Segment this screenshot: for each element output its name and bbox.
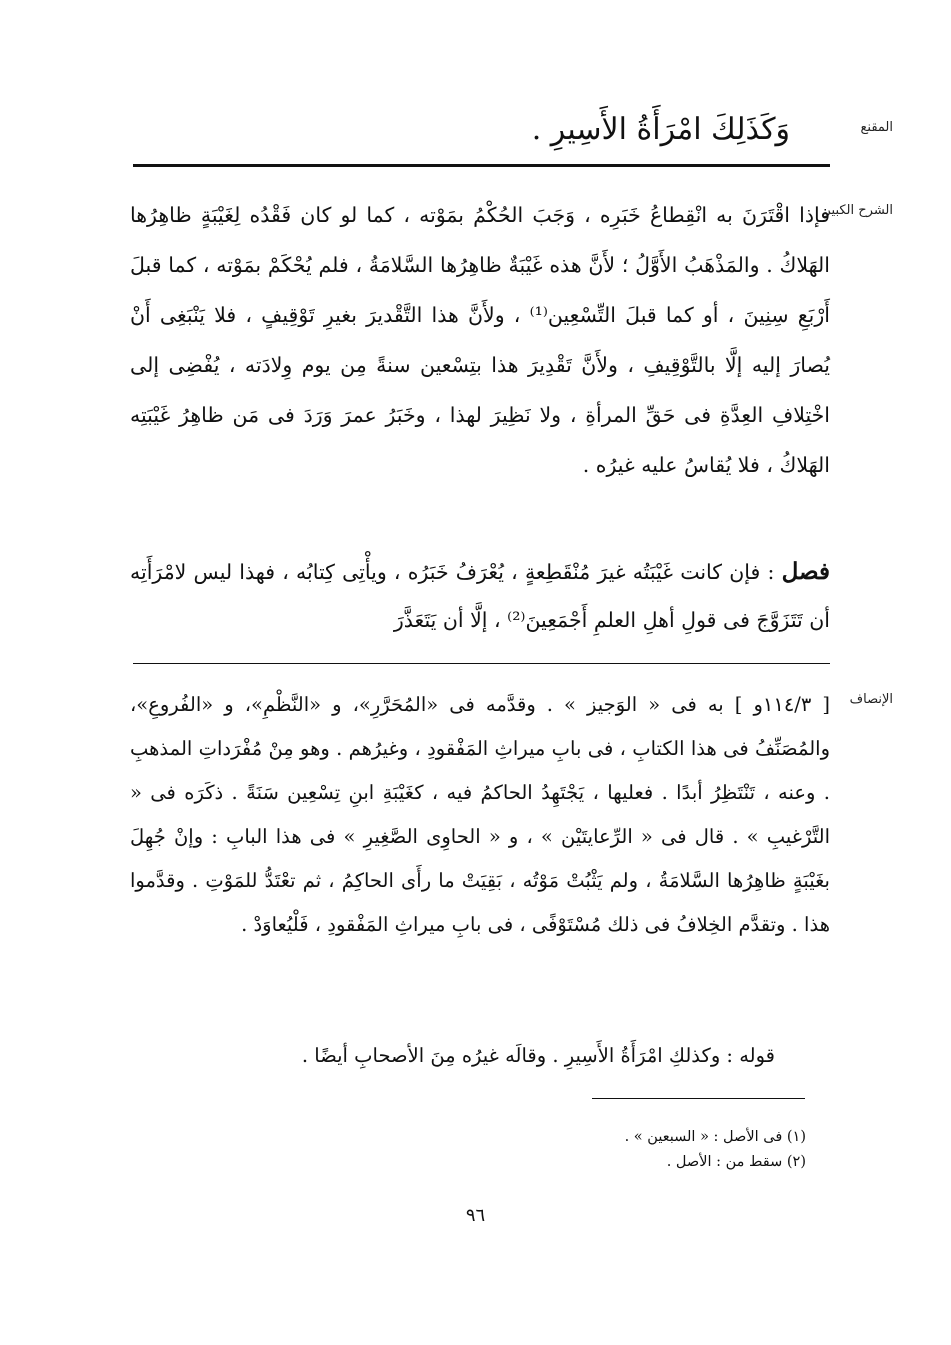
sharh-label: الشرح الكبير: [824, 203, 893, 218]
footnote-divider: [592, 1098, 805, 1099]
insaf-text: [ ١١٤/٣و ] به فى « الوَجيز » . وقدَّمه فى «المُحَرَّرِ»، و «النَّظْمِ»، و «الفُروعِ»، والمُصَنِّفُ فى هذا الكتابِ ، فى بابِ ميراثِ المَفْقودِ ، وغيرُهم . وهو مِنْ مُفْرَداتِ المذهبِ . وعنه ، تَنْتَظِرُ أبدًا . فعليها ، يَجْتَهِدُ الحاكمُ فيه ، كغَيْبَةِ ابنِ تِسْعِين سَنَةً . ذكَرَه فى « التَّرْغيبِ » . قال فى « الرِّعايتَيْن » ، و « الحاوِى الصَّغِيرِ » فى هذا البابِ : وإنْ جُهِلَ بغَيْبَةٍ ظاهِرُها السَّلامَةُ ، ولم يَثْبُتْ مَوْتُه ، بَقِيَتْ ما رأَى الحاكِمُ ، ثم تعْتَدُّ للمَوْتِ . وقدَّموا هذا . وتقدَّم الخِلافُ فى ذلك مُسْتَوْفًى ، فى بابِ ميراثِ المَفْقودِ ، فَلْيُعاوَدْ .: [130, 693, 831, 936]
fasl-paragraph: [130, 548, 830, 644]
fasl-heading: فصل: [781, 558, 830, 585]
muqni-label: المقنع: [860, 120, 893, 135]
page-number: ٩٦: [465, 1205, 486, 1226]
footnote-2: (٢) سقط من : الأصل .: [666, 1154, 806, 1170]
insaf-label: الإنصاف: [849, 692, 893, 707]
muqni-text: وَكَذَلِكَ امْرَأَةُ الأَسِيرِ .: [531, 112, 790, 147]
footnote-1: (١) فى الأصل : « السبعين » .: [624, 1129, 806, 1145]
sharh-text: فإذا اقْتَرَنَ به انْقِطاعُ خَبَرِه ، وَجَبَ الحُكْمُ بمَوْته ، كما لو كان فَقْدُه لِغَيْبَةٍ ظاهِرُها الهَلاكُ . والمَذْهَبُ الأَوَّلُ ؛ لأَنَّ هذه غَيْبَةٌ ظاهِرُها السَّلامَةُ ، فلم يُحْكَمْ بمَوْته ، كما قبلَ أَرْبَعِ سِنِينَ ، أو كما قبلَ التِّسْعِين⁽¹⁾ ، ولأَنَّ هذا التَّقْديرَ بغيرِ تَوْقِيفٍ ، فلا يَنْبَغِى أَنْ يُصارَ إليه إلَّا بالتَّوْقِيفِ ، ولأَنَّ تَقْدِيرَ هذا بتِسْعين سنةً مِن يوم وِلادَته ، يُفْضِى إلى اخْتِلافِ العِدَّةِ فى حَقِّ المرأةِ ، ولا نَظِيرَ لهذا ، وخَبَرُ عمرَ وَرَدَ فى مَن ظاهِرُ غَيْبَتِه الهَلاكُ ، فلا يُقاسُ عليه غيرُه .: [130, 203, 830, 477]
section-divider: [133, 663, 830, 664]
footnotes: [406, 1125, 806, 1175]
qawluh-text: قوله : وكذلكِ امْرَأَةُ الأَسِيرِ . وقالَه غيرُه مِنَ الأصحابِ أيضًا .: [301, 1044, 775, 1067]
fasl-text: : فإن كانت غَيْبَتُه غيرَ مُنْقَطِعةٍ ، يُعْرَفُ خَبَرُه ، ويأْتِى كِتابُه ، فهذا ليس لامْرَأَتِه أن تَتَزَوَّجَ فى قولِ أهلِ العلمِ أَجْمَعِينَ⁽²⁾ ، إلَّا أن يَتَعَذَّرَ: [130, 560, 830, 632]
header-divider: [133, 164, 830, 167]
